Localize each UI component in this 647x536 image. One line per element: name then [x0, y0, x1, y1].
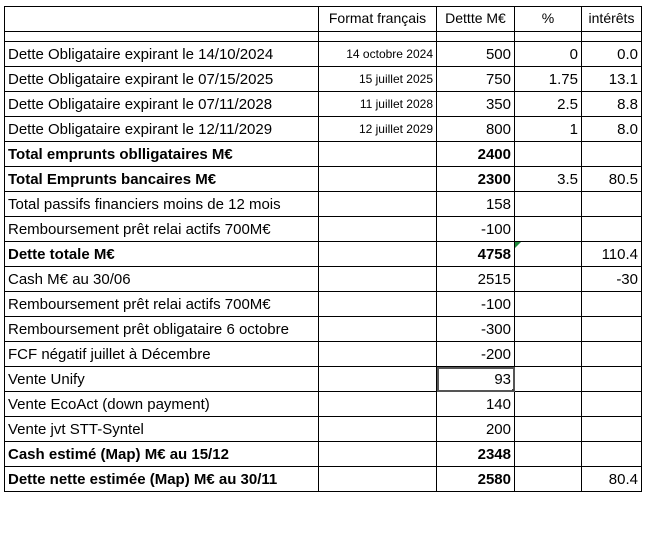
empty-cell[interactable] [582, 32, 642, 42]
row-label-cell[interactable]: Remboursement prêt obligataire 6 octobre [5, 317, 319, 342]
row-label-cell[interactable]: Cash estimé (Map) M€ au 15/12 [5, 442, 319, 467]
fill-handle[interactable] [512, 389, 515, 392]
debt-value-cell[interactable]: 2515 [437, 267, 515, 292]
interest-cell[interactable]: 80.4 [582, 467, 642, 492]
french-format-cell[interactable] [319, 442, 437, 467]
percent-cell[interactable] [515, 267, 582, 292]
header-cell-interest[interactable]: intérêts [582, 7, 642, 32]
interest-cell[interactable] [582, 342, 642, 367]
interest-cell[interactable] [582, 367, 642, 392]
row-label-cell[interactable]: Dette Obligataire expirant le 07/11/2028 [5, 92, 319, 117]
percent-cell[interactable] [515, 217, 582, 242]
percent-cell[interactable]: 3.5 [515, 167, 582, 192]
table-row [5, 42, 642, 67]
table-row [5, 192, 642, 217]
debt-value-cell[interactable]: 2400 [437, 142, 515, 167]
french-format-cell[interactable] [319, 292, 437, 317]
french-format-cell[interactable]: 15 juillet 2025 [319, 67, 437, 92]
french-format-cell[interactable]: 11 juillet 2028 [319, 92, 437, 117]
percent-cell[interactable] [515, 367, 582, 392]
row-label-cell[interactable]: Vente EcoAct (down payment) [5, 392, 319, 417]
french-format-cell[interactable] [319, 242, 437, 267]
interest-cell[interactable] [582, 217, 642, 242]
percent-cell[interactable] [515, 467, 582, 492]
percent-cell[interactable] [515, 192, 582, 217]
row-label-cell[interactable]: Remboursement prêt relai actifs 700M€ [5, 217, 319, 242]
header-cell-label[interactable] [5, 7, 319, 32]
debt-value-cell[interactable]: 4758 [437, 242, 515, 267]
percent-cell[interactable]: 1.75 [515, 67, 582, 92]
debt-value-cell[interactable]: 140 [437, 392, 515, 417]
row-label-cell[interactable]: Total Emprunts bancaires M€ [5, 167, 319, 192]
debt-value-cell[interactable]: -100 [437, 292, 515, 317]
french-format-cell[interactable] [319, 367, 437, 392]
row-label-cell[interactable]: Cash M€ au 30/06 [5, 267, 319, 292]
debt-value-cell[interactable]: 800 [437, 117, 515, 142]
debt-value-cell[interactable]: 2300 [437, 167, 515, 192]
spreadsheet-body [5, 7, 642, 492]
percent-cell[interactable]: 2.5 [515, 92, 582, 117]
debt-value-cell[interactable]: 750 [437, 67, 515, 92]
french-format-cell[interactable] [319, 167, 437, 192]
french-format-cell[interactable] [319, 417, 437, 442]
selected-cell[interactable]: 93 [437, 367, 515, 392]
interest-cell[interactable] [582, 442, 642, 467]
table-row [5, 117, 642, 142]
row-label-cell[interactable]: Vente Unify [5, 367, 319, 392]
row-label-cell[interactable]: Dette Obligataire expirant le 14/10/2024 [5, 42, 319, 67]
debt-value-cell[interactable]: 2580 [437, 467, 515, 492]
row-label-cell[interactable]: Vente jvt STT-Syntel [5, 417, 319, 442]
table-row [5, 292, 642, 317]
debt-value-cell[interactable]: -200 [437, 342, 515, 367]
spacer-row [5, 32, 642, 42]
table-row [5, 317, 642, 342]
interest-cell[interactable] [582, 142, 642, 167]
spreadsheet-table [4, 6, 642, 492]
interest-cell[interactable] [582, 292, 642, 317]
table-row [5, 342, 642, 367]
interest-cell[interactable] [582, 317, 642, 342]
interest-cell[interactable] [582, 192, 642, 217]
table-row [5, 242, 642, 267]
french-format-cell[interactable] [319, 217, 437, 242]
table-row [5, 442, 642, 467]
empty-cell[interactable] [515, 32, 582, 42]
row-label-cell[interactable]: Dette Obligataire expirant le 07/15/2025 [5, 67, 319, 92]
table-row [5, 142, 642, 167]
interest-cell[interactable]: 80.5 [582, 167, 642, 192]
interest-cell[interactable]: 0.0 [582, 42, 642, 67]
header-cell-format[interactable]: Format français [319, 7, 437, 32]
french-format-cell[interactable] [319, 142, 437, 167]
percent-cell[interactable] [515, 417, 582, 442]
french-format-cell[interactable] [319, 267, 437, 292]
percent-cell[interactable] [515, 342, 582, 367]
table-row [5, 217, 642, 242]
row-label-cell[interactable]: Dette totale M€ [5, 242, 319, 267]
french-format-cell[interactable] [319, 192, 437, 217]
row-label-cell[interactable]: Dette Obligataire expirant le 12/11/2029 [5, 117, 319, 142]
percent-cell[interactable] [515, 242, 582, 267]
debt-value-cell[interactable]: 158 [437, 192, 515, 217]
row-label-cell[interactable]: Remboursement prêt relai actifs 700M€ [5, 292, 319, 317]
interest-cell[interactable] [582, 392, 642, 417]
percent-cell[interactable] [515, 317, 582, 342]
table-row [5, 392, 642, 417]
interest-cell[interactable]: 110.4 [582, 242, 642, 267]
interest-cell[interactable]: 8.8 [582, 92, 642, 117]
table-row [5, 417, 642, 442]
table-row [5, 367, 642, 392]
interest-cell[interactable]: -30 [582, 267, 642, 292]
percent-cell[interactable] [515, 392, 582, 417]
table-row [5, 67, 642, 92]
percent-cell[interactable] [515, 292, 582, 317]
header-row [5, 7, 642, 32]
interest-cell[interactable] [582, 417, 642, 442]
empty-cell[interactable] [437, 32, 515, 42]
table-row [5, 92, 642, 117]
french-format-cell[interactable] [319, 342, 437, 367]
table-row [5, 267, 642, 292]
table-row [5, 467, 642, 492]
interest-cell[interactable]: 13.1 [582, 67, 642, 92]
interest-cell[interactable]: 8.0 [582, 117, 642, 142]
debt-value-cell[interactable]: -300 [437, 317, 515, 342]
row-label-cell[interactable]: Total emprunts oblligataires M€ [5, 142, 319, 167]
percent-cell[interactable]: 1 [515, 117, 582, 142]
french-format-cell[interactable] [319, 392, 437, 417]
percent-cell[interactable]: 0 [515, 42, 582, 67]
french-format-cell[interactable]: 14 octobre 2024 [319, 42, 437, 67]
comment-indicator-icon[interactable] [515, 242, 521, 248]
header-cell-pct[interactable]: % [515, 7, 582, 32]
empty-cell[interactable] [319, 32, 437, 42]
header-cell-debt[interactable]: Dettte M€ [437, 7, 515, 32]
row-label-cell[interactable]: FCF négatif juillet à Décembre [5, 342, 319, 367]
percent-cell[interactable] [515, 142, 582, 167]
french-format-cell[interactable]: 12 juillet 2029 [319, 117, 437, 142]
table-row [5, 167, 642, 192]
debt-value-cell[interactable]: 500 [437, 42, 515, 67]
debt-value-cell[interactable]: 350 [437, 92, 515, 117]
french-format-cell[interactable] [319, 317, 437, 342]
empty-cell[interactable] [5, 32, 319, 42]
french-format-cell[interactable] [319, 467, 437, 492]
debt-value-cell[interactable]: -100 [437, 217, 515, 242]
debt-value-cell[interactable]: 200 [437, 417, 515, 442]
percent-cell[interactable] [515, 442, 582, 467]
row-label-cell[interactable]: Dette nette estimée (Map) M€ au 30/11 [5, 467, 319, 492]
row-label-cell[interactable]: Total passifs financiers moins de 12 mois [5, 192, 319, 217]
debt-value-cell[interactable]: 2348 [437, 442, 515, 467]
